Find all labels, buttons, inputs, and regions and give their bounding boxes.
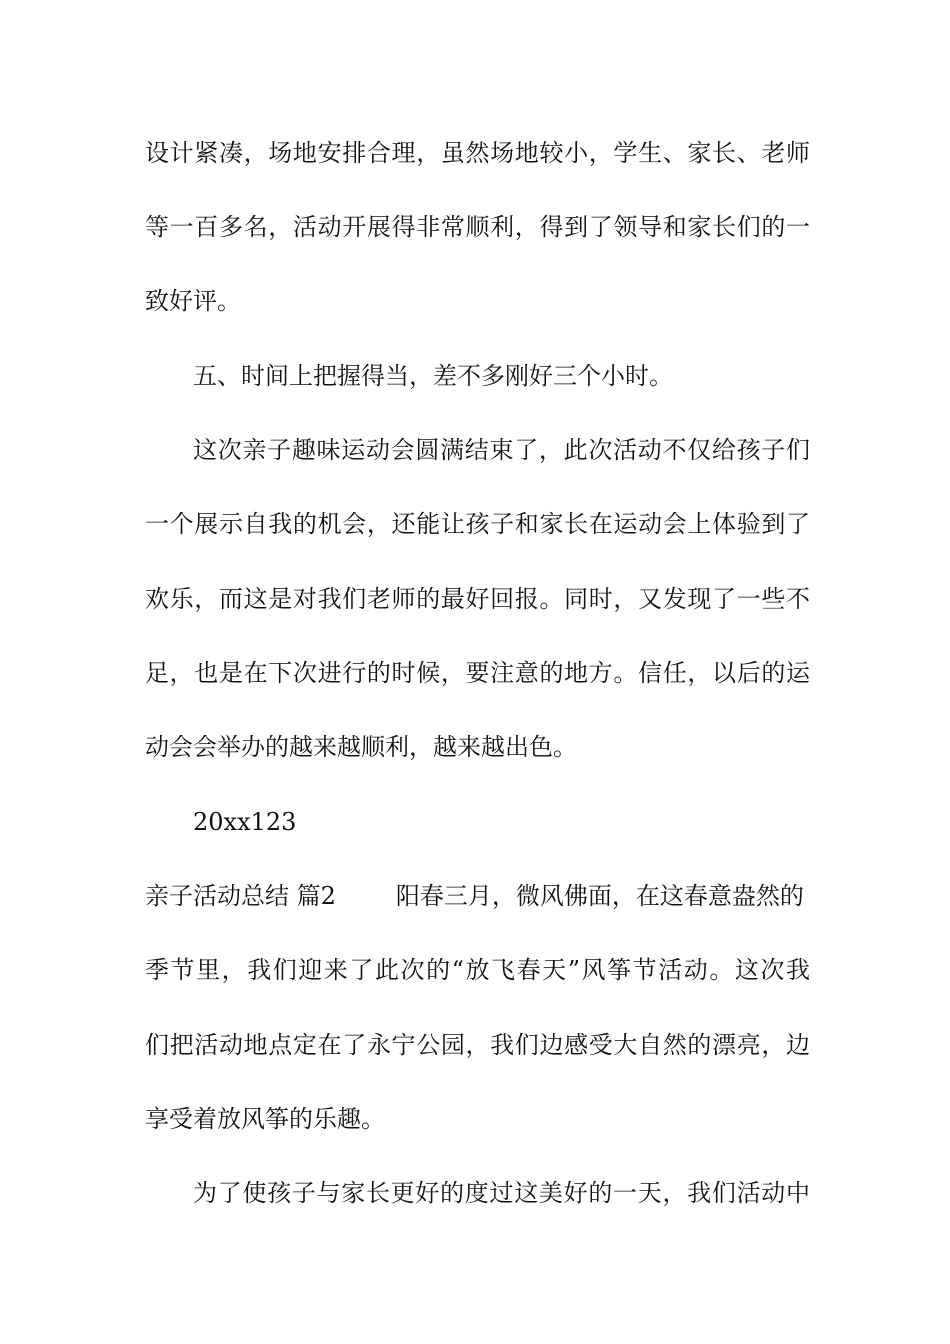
paragraph-line: 享受着放风筝的乐趣。 — [145, 1105, 385, 1133]
paragraph-line: 欢乐，而这是对我们老师的最好回报。同时，又发现了一些不 — [145, 585, 810, 613]
paragraph-text: 阳春三月，微风佛面，在这春意盎然的 — [395, 882, 804, 910]
paragraph-line: 季节里，我们迎来了此次的“放飞春天”风筝节活动。这次我 — [145, 956, 810, 984]
paragraph-line: 为了使孩子与家长更好的度过这美好的一天，我们活动中 — [193, 1179, 810, 1207]
section-heading: 亲子活动总结 篇2 — [145, 882, 336, 910]
paragraph-line: 设计紧凑，场地安排合理，虽然场地较小，学生、家长、老师 — [145, 139, 810, 167]
paragraph-line: 这次亲子趣味运动会圆满结束了，此次活动不仅给孩子们 — [193, 436, 810, 464]
paragraph-line: 们把活动地点定在了永宁公园，我们边感受大自然的漂亮，边 — [145, 1031, 810, 1059]
section-heading-line — [145, 876, 810, 916]
paragraph-line: 一个展示自我的机会，还能让孩子和家长在运动会上体验到了 — [145, 510, 810, 538]
paragraph-line: 等一百多名，活动开展得非常顺利，得到了领导和家长们的一 — [145, 213, 810, 241]
date-line: 20xx123 — [193, 808, 297, 836]
paragraph-line: 五、时间上把握得当，差不多刚好三个小时。 — [193, 362, 673, 390]
paragraph-line: 动会会举办的越来越顺利，越来越出色。 — [145, 733, 577, 761]
paragraph-line: 足，也是在下次进行的时候，要注意的地方。信任，以后的运 — [145, 659, 810, 687]
paragraph-line: 致好评。 — [145, 287, 241, 315]
